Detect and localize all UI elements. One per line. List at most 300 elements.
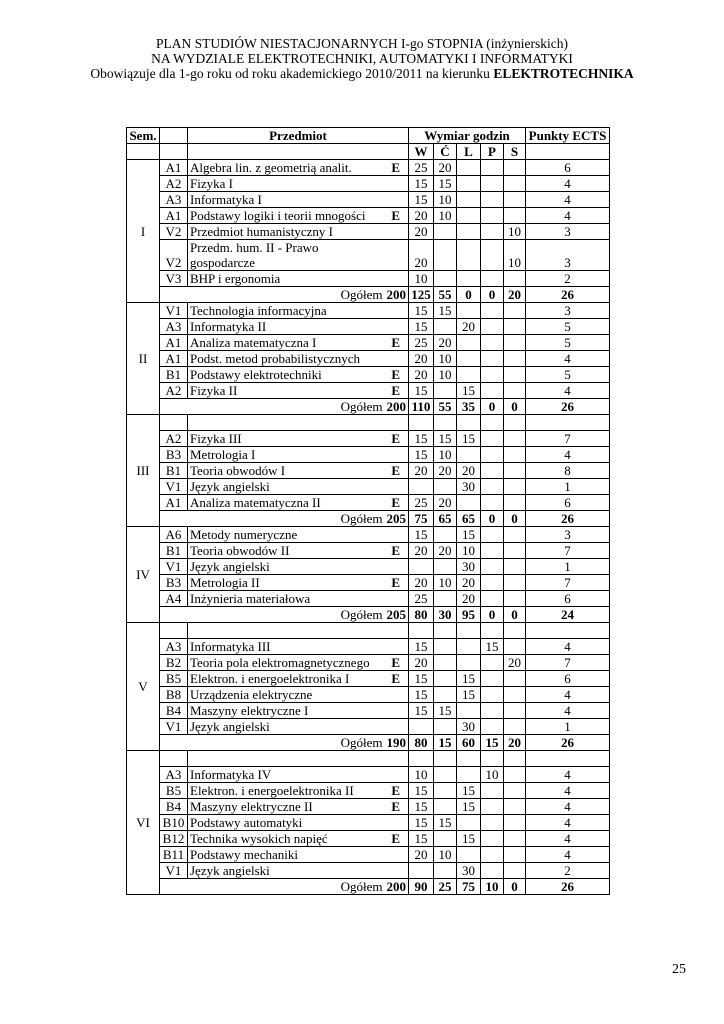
total-label: Ogółem	[340, 399, 383, 414]
table-row	[127, 815, 610, 831]
hours-l: 15	[457, 831, 481, 847]
hours-w: 15	[409, 192, 434, 208]
subject-cell	[188, 719, 409, 735]
hours-c: 10	[434, 351, 457, 367]
subject-cell	[188, 527, 409, 543]
hours-c	[434, 559, 457, 575]
course-code: A1	[160, 351, 188, 367]
hours-w: 15	[409, 799, 434, 815]
course-code: V1	[160, 303, 188, 319]
total-row	[127, 399, 610, 415]
sem-header: Sem.	[127, 128, 160, 144]
subject-cell	[188, 703, 409, 719]
blank-cell	[409, 623, 434, 639]
hours-c	[434, 687, 457, 703]
total-c: 30	[434, 607, 457, 623]
hours-l	[457, 351, 481, 367]
hours-w: 15	[409, 687, 434, 703]
subject-name: Urządzenia elektryczne	[190, 687, 313, 702]
table-row	[127, 671, 610, 687]
exam-marker: E	[391, 463, 400, 478]
hours-l: 15	[457, 527, 481, 543]
hours-s	[504, 335, 526, 351]
table-row	[127, 767, 610, 783]
hours-s	[504, 639, 526, 655]
hours-l	[457, 208, 481, 224]
total-label-cell	[160, 511, 409, 527]
hours-l	[457, 224, 481, 240]
semester-label: I	[127, 160, 160, 303]
ects-value: 3	[526, 303, 610, 319]
hours-s	[504, 479, 526, 495]
total-sum: 200	[386, 287, 406, 302]
hours-l	[457, 767, 481, 783]
ects-value: 1	[526, 559, 610, 575]
semester-label: II	[127, 303, 160, 415]
ects-value: 6	[526, 160, 610, 176]
hours-l	[457, 639, 481, 655]
subject-name: Elektron. i energoelektronika II	[190, 783, 354, 798]
blank-cell	[526, 751, 610, 767]
hours-w: 15	[409, 527, 434, 543]
total-ects: 26	[526, 399, 610, 415]
hours-s	[504, 527, 526, 543]
subject-name: Informatyka IV	[190, 767, 272, 782]
ects-value: 4	[526, 799, 610, 815]
hours-c	[434, 383, 457, 399]
exam-marker	[400, 319, 406, 334]
subject-name: Elektron. i energoelektronika I	[190, 671, 350, 686]
course-code: A3	[160, 767, 188, 783]
hours-p	[481, 479, 504, 495]
exam-marker	[400, 303, 406, 318]
hours-l: 20	[457, 319, 481, 335]
table-row	[127, 847, 610, 863]
hours-c	[434, 319, 457, 335]
hours-p	[481, 431, 504, 447]
course-code: B10	[160, 815, 188, 831]
course-code: V1	[160, 479, 188, 495]
total-l: 75	[457, 879, 481, 895]
table-row	[127, 192, 610, 208]
course-code: A1	[160, 208, 188, 224]
course-code: A2	[160, 383, 188, 399]
hours-s	[504, 863, 526, 879]
exam-marker	[400, 591, 406, 606]
blank-cell	[434, 415, 457, 431]
subject-name: Podstawy logiki i teorii mnogości	[190, 208, 366, 223]
hours-p	[481, 240, 504, 271]
ects-value: 6	[526, 591, 610, 607]
hours-l	[457, 847, 481, 863]
hours-l	[457, 703, 481, 719]
total-label: Ogółem	[340, 879, 383, 894]
hours-p	[481, 575, 504, 591]
code-header	[160, 128, 188, 144]
subject-name: Podst. metod probabilistycznych	[190, 351, 361, 366]
table-row	[127, 639, 610, 655]
hours-p	[481, 367, 504, 383]
total-p: 10	[481, 879, 504, 895]
ects-value: 4	[526, 383, 610, 399]
subject-header: Przedmiot	[188, 128, 409, 144]
table-row	[127, 559, 610, 575]
total-w: 75	[409, 511, 434, 527]
course-code: B3	[160, 447, 188, 463]
exam-marker: E	[391, 783, 400, 798]
exam-marker: E	[391, 495, 400, 510]
hours-s	[504, 687, 526, 703]
header-line-3-text: Obowiązuje dla 1-go roku od roku akademickiego 2010/2011 na kierunku	[90, 66, 494, 81]
subject-name: Informatyka I	[190, 192, 262, 207]
hours-w: 20	[409, 240, 434, 271]
blank-cell	[481, 415, 504, 431]
exam-marker	[400, 767, 406, 782]
hours-l	[457, 176, 481, 192]
blank-cell	[160, 415, 188, 431]
hours-c: 15	[434, 815, 457, 831]
sem-subheader-blank	[127, 144, 160, 160]
hours-c	[434, 671, 457, 687]
table-row	[127, 479, 610, 495]
subject-name: Algebra lin. z geometrią analit.	[190, 160, 352, 175]
total-row	[127, 735, 610, 751]
subject-cell	[188, 224, 409, 240]
subject-cell	[188, 543, 409, 559]
course-code: B8	[160, 687, 188, 703]
course-code: B1	[160, 543, 188, 559]
total-sum: 205	[386, 607, 406, 622]
hours-w: 25	[409, 591, 434, 607]
ects-value: 6	[526, 671, 610, 687]
hours-s	[504, 847, 526, 863]
hours-w	[409, 863, 434, 879]
course-code: B12	[160, 831, 188, 847]
table-row	[127, 447, 610, 463]
ects-value: 5	[526, 319, 610, 335]
course-code: V2	[160, 224, 188, 240]
hours-p	[481, 783, 504, 799]
subject-name: Maszyny elektryczne II	[190, 799, 313, 814]
exam-marker	[400, 687, 406, 702]
hours-c	[434, 655, 457, 671]
table-row	[127, 367, 610, 383]
hours-w: 15	[409, 671, 434, 687]
hours-s	[504, 591, 526, 607]
hours-s	[504, 431, 526, 447]
hours-p	[481, 495, 504, 511]
hours-c	[434, 271, 457, 287]
table-row	[127, 655, 610, 671]
hours-c: 10	[434, 367, 457, 383]
exam-marker: E	[391, 383, 400, 398]
hours-w: 10	[409, 767, 434, 783]
subject-cell	[188, 271, 409, 287]
total-p: 0	[481, 607, 504, 623]
total-c: 15	[434, 735, 457, 751]
hours-l: 30	[457, 479, 481, 495]
hours-p	[481, 160, 504, 176]
subject-cell	[188, 767, 409, 783]
subject-cell	[188, 192, 409, 208]
total-label: Ogółem	[340, 735, 383, 750]
semester-label: III	[127, 415, 160, 527]
hours-c: 10	[434, 447, 457, 463]
hours-c	[434, 783, 457, 799]
hours-l	[457, 271, 481, 287]
hours-s	[504, 575, 526, 591]
hours-p	[481, 559, 504, 575]
exam-marker: E	[391, 335, 400, 350]
blank-cell	[481, 751, 504, 767]
hours-c: 10	[434, 208, 457, 224]
hours-s	[504, 559, 526, 575]
exam-marker	[400, 703, 406, 718]
ects-subheader-blank	[526, 144, 610, 160]
ects-value: 4	[526, 687, 610, 703]
hours-c	[434, 863, 457, 879]
total-w: 110	[409, 399, 434, 415]
hours-c	[434, 527, 457, 543]
subject-cell	[188, 463, 409, 479]
study-plan-table	[126, 127, 610, 895]
table-row	[127, 863, 610, 879]
ects-value: 8	[526, 463, 610, 479]
hours-l	[457, 303, 481, 319]
hours-s	[504, 303, 526, 319]
hours-w: 15	[409, 703, 434, 719]
ects-value: 3	[526, 527, 610, 543]
hours-p	[481, 655, 504, 671]
ects-value: 4	[526, 176, 610, 192]
hours-w: 15	[409, 447, 434, 463]
total-label-cell	[160, 607, 409, 623]
exam-marker	[400, 527, 406, 542]
exam-marker	[400, 447, 406, 462]
hours-w: 20	[409, 655, 434, 671]
ects-value: 1	[526, 719, 610, 735]
hours-w: 20	[409, 351, 434, 367]
hours-l: 15	[457, 671, 481, 687]
subject-name: Przedmiot humanistyczny I	[190, 224, 333, 239]
exam-marker	[400, 240, 406, 270]
table-row	[127, 208, 610, 224]
total-w: 80	[409, 607, 434, 623]
total-p: 0	[481, 287, 504, 303]
subject-name: Język angielski	[190, 863, 270, 878]
subject-name: Teoria obwodów I	[190, 463, 286, 478]
exam-marker: E	[391, 431, 400, 446]
hours-l	[457, 367, 481, 383]
ects-value: 4	[526, 703, 610, 719]
hours-s	[504, 447, 526, 463]
subject-cell	[188, 847, 409, 863]
total-label: Ogółem	[340, 511, 383, 526]
hours-l	[457, 335, 481, 351]
hours-w: 15	[409, 303, 434, 319]
hours-w: 20	[409, 463, 434, 479]
hours-s: 10	[504, 224, 526, 240]
hours-c	[434, 479, 457, 495]
ects-value: 7	[526, 431, 610, 447]
hours-w: 15	[409, 176, 434, 192]
total-c: 55	[434, 399, 457, 415]
blank-row	[127, 623, 610, 639]
table-row	[127, 799, 610, 815]
subject-cell	[188, 671, 409, 687]
course-code: A2	[160, 431, 188, 447]
ects-value: 4	[526, 831, 610, 847]
total-s: 20	[504, 287, 526, 303]
subject-name: Podstawy mechaniki	[190, 847, 298, 862]
exam-marker: E	[391, 831, 400, 846]
total-l: 65	[457, 511, 481, 527]
hours-l	[457, 192, 481, 208]
hours-p	[481, 271, 504, 287]
blank-row	[127, 751, 610, 767]
hours-c	[434, 719, 457, 735]
course-code: B1	[160, 367, 188, 383]
hours-s	[504, 671, 526, 687]
hours-l	[457, 240, 481, 271]
total-l: 60	[457, 735, 481, 751]
hours-w: 25	[409, 335, 434, 351]
header-line-3	[0, 66, 724, 82]
hours-w: 20	[409, 208, 434, 224]
course-code: B2	[160, 655, 188, 671]
hours-p	[481, 176, 504, 192]
hours-p	[481, 208, 504, 224]
subject-cell	[188, 783, 409, 799]
blank-row	[127, 415, 610, 431]
total-label: Ogółem	[340, 607, 383, 622]
hours-w: 20	[409, 543, 434, 559]
hours-s	[504, 703, 526, 719]
hours-s	[504, 383, 526, 399]
subject-cell	[188, 655, 409, 671]
blank-cell	[434, 623, 457, 639]
hours-w: 15	[409, 639, 434, 655]
exam-marker	[400, 479, 406, 494]
hours-c: 20	[434, 160, 457, 176]
hours-c	[434, 639, 457, 655]
exam-marker: E	[391, 208, 400, 223]
hours-c: 15	[434, 703, 457, 719]
exam-marker	[400, 639, 406, 654]
table-row	[127, 527, 610, 543]
exam-marker	[400, 224, 406, 239]
hours-p	[481, 335, 504, 351]
header-line-1: PLAN STUDIÓW NIESTACJONARNYCH I-go STOPNIA (inżynierskich)	[155, 36, 569, 51]
code-subheader-blank	[160, 144, 188, 160]
hours-s	[504, 463, 526, 479]
total-ects: 26	[526, 287, 610, 303]
hours-l	[457, 447, 481, 463]
blank-cell	[434, 751, 457, 767]
table-row	[127, 160, 610, 176]
subject-cell	[188, 208, 409, 224]
subject-name: Język angielski	[190, 719, 270, 734]
subject-cell	[188, 303, 409, 319]
hours-w: 15	[409, 815, 434, 831]
subject-name: Teoria obwodów II	[190, 543, 290, 558]
hours-s	[504, 271, 526, 287]
subject-name: Teoria pola elektromagnetycznego	[190, 655, 370, 670]
p-header: P	[481, 144, 504, 160]
table-row	[127, 335, 610, 351]
course-code: A1	[160, 160, 188, 176]
subject-name: Analiza matematyczna II	[190, 495, 321, 510]
table-row	[127, 319, 610, 335]
subject-name: Fizyka I	[190, 176, 233, 191]
subject-name: BHP i ergonomia	[190, 271, 281, 286]
field-of-study: ELEKTROTECHNIKA	[493, 66, 634, 81]
hours-l: 15	[457, 799, 481, 815]
subject-cell	[188, 431, 409, 447]
total-l: 35	[457, 399, 481, 415]
blank-cell	[160, 751, 188, 767]
hours-c: 15	[434, 431, 457, 447]
hours-p	[481, 351, 504, 367]
hours-s	[504, 783, 526, 799]
table-row	[127, 543, 610, 559]
hours-p	[481, 527, 504, 543]
table-row	[127, 224, 610, 240]
hours-w	[409, 559, 434, 575]
ects-value: 1	[526, 479, 610, 495]
subject-subheader-blank	[188, 144, 409, 160]
hours-s	[504, 831, 526, 847]
subject-name: Technika wysokich napięć	[190, 831, 328, 846]
total-label-cell	[160, 287, 409, 303]
hours-c: 20	[434, 495, 457, 511]
total-c: 65	[434, 511, 457, 527]
c-header: Ć	[434, 144, 457, 160]
blank-cell	[526, 415, 610, 431]
exam-marker: E	[391, 543, 400, 558]
subject-cell	[188, 815, 409, 831]
ects-value: 4	[526, 815, 610, 831]
table-row	[127, 240, 610, 271]
course-code: B5	[160, 783, 188, 799]
exam-marker	[400, 815, 406, 830]
subject-cell	[188, 240, 409, 271]
subheader-row	[127, 144, 610, 160]
hours-c: 10	[434, 192, 457, 208]
table-row	[127, 575, 610, 591]
course-code: V2	[160, 240, 188, 271]
hours-p: 15	[481, 639, 504, 655]
total-l: 0	[457, 287, 481, 303]
hours-c: 10	[434, 575, 457, 591]
hours-c: 15	[434, 176, 457, 192]
subject-name: Metody numeryczne	[190, 527, 298, 542]
course-code: B4	[160, 703, 188, 719]
hours-p	[481, 463, 504, 479]
total-p: 0	[481, 511, 504, 527]
total-s: 20	[504, 735, 526, 751]
hours-w: 25	[409, 160, 434, 176]
total-ects: 24	[526, 607, 610, 623]
subject-name: Podstawy automatyki	[190, 815, 303, 830]
hours-p	[481, 591, 504, 607]
subject-name: Fizyka III	[190, 431, 242, 446]
hours-p	[481, 192, 504, 208]
subject-cell	[188, 447, 409, 463]
subject-cell	[188, 639, 409, 655]
hours-s	[504, 192, 526, 208]
hours-l: 15	[457, 383, 481, 399]
